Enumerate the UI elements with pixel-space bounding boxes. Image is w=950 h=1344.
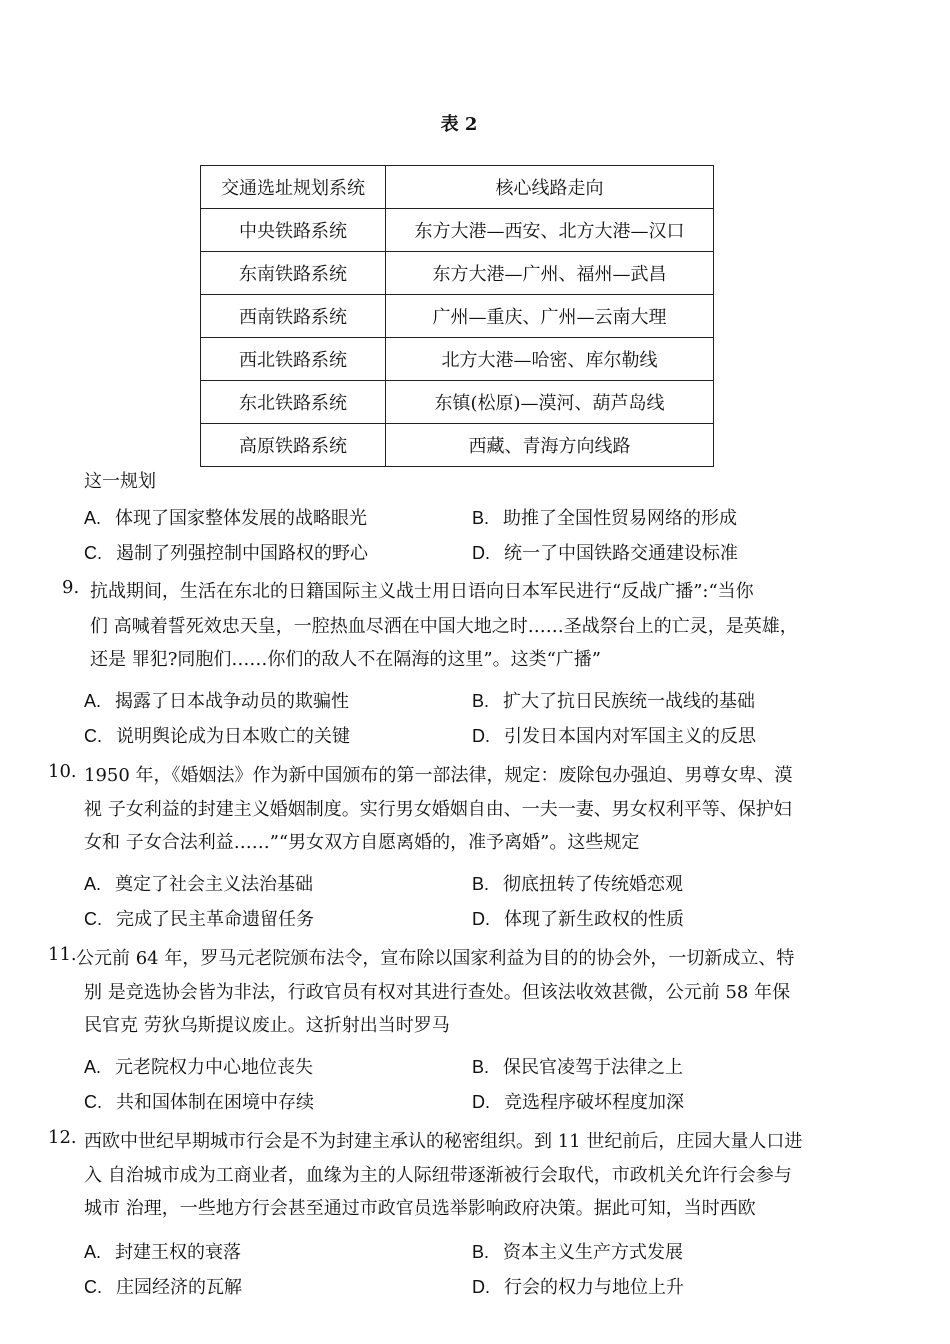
q10-option-d[interactable]: D. 体现了新生政权的性质 bbox=[472, 909, 684, 930]
table-header-row bbox=[201, 166, 714, 209]
q9-number: 9. bbox=[62, 577, 80, 598]
q10-option-c[interactable]: C. 完成了民主革命遗留任务 bbox=[84, 909, 314, 930]
table-cell: 东北铁路系统 bbox=[201, 381, 386, 424]
table-cell: 西南铁路系统 bbox=[201, 295, 386, 338]
q10-option-a[interactable]: A. 奠定了社会主义法治基础 bbox=[84, 874, 314, 895]
table-title: 表 2 bbox=[440, 114, 478, 135]
table-cell: 广州—重庆、广州—云南大理 bbox=[386, 295, 714, 338]
q11-number: 11. bbox=[48, 944, 77, 965]
table-cell: 中央铁路系统 bbox=[201, 209, 386, 252]
q8-option-b[interactable]: B. 助推了全国性贸易网络的形成 bbox=[472, 508, 738, 529]
table-row bbox=[201, 381, 714, 424]
table-row bbox=[201, 338, 714, 381]
railway-plan-table bbox=[200, 165, 714, 467]
q8-option-c[interactable]: C. 遏制了列强控制中国路权的野心 bbox=[84, 543, 368, 564]
q10-option-b[interactable]: B. 彻底扭转了传统婚恋观 bbox=[472, 874, 684, 895]
q12-stem-line: 西欧中世纪早期城市行会是不为封建主承认的秘密组织。到 11 世纪前后，庄园大量人口进 bbox=[84, 1131, 803, 1152]
table-row bbox=[201, 252, 714, 295]
table-cell: 高原铁路系统 bbox=[201, 424, 386, 467]
q9-option-b[interactable]: B. 扩大了抗日民族统一战线的基础 bbox=[472, 691, 756, 712]
q10-stem-line: 1950 年，《婚姻法》作为新中国颁布的第一部法律，规定：废除包办强迫、男尊女卑、漠 bbox=[84, 765, 793, 786]
table-cell: 东南铁路系统 bbox=[201, 252, 386, 295]
table-row bbox=[201, 295, 714, 338]
q9-option-a[interactable]: A. 揭露了日本战争动员的欺骗性 bbox=[84, 691, 350, 712]
q8-stem-tail: 这一规划 bbox=[84, 471, 156, 492]
q11-option-b[interactable]: B. 保民官凌驾于法律之上 bbox=[472, 1057, 684, 1078]
q11-option-a[interactable]: A. 元老院权力中心地位丧失 bbox=[84, 1057, 314, 1078]
q12-stem-line: 入 自治城市成为工商业者，血缘为主的人际纽带逐渐被行会取代，市政机关允许行会参与 bbox=[84, 1165, 792, 1186]
table-cell: 北方大港—哈密、库尔勒线 bbox=[386, 338, 714, 381]
q10-number: 10. bbox=[48, 761, 77, 782]
q11-stem-line: 民官克 劳狄乌斯提议废止。这折射出当时罗马 bbox=[84, 1015, 450, 1036]
q12-option-b[interactable]: B. 资本主义生产方式发展 bbox=[472, 1242, 684, 1263]
table-cell: 西北铁路系统 bbox=[201, 338, 386, 381]
q12-option-c[interactable]: C. 庄园经济的瓦解 bbox=[84, 1277, 242, 1298]
q12-number: 12. bbox=[48, 1127, 77, 1148]
table-header: 核心线路走向 bbox=[386, 166, 714, 209]
q9-stem-line: 抗战期间，生活在东北的日籍国际主义战士用日语向日本军民进行“反战广播”:“当你 bbox=[90, 581, 754, 602]
q9-option-c[interactable]: C. 说明舆论成为日本败亡的关键 bbox=[84, 726, 350, 747]
q12-option-a[interactable]: A. 封建王权的衰落 bbox=[84, 1242, 242, 1263]
q9-option-d[interactable]: D. 引发日本国内对军国主义的反思 bbox=[472, 726, 756, 747]
q8-option-d[interactable]: D. 统一了中国铁路交通建设标准 bbox=[472, 543, 738, 564]
q12-stem-line: 城市 治理，一些地方行会甚至通过市政官员选举影响政府决策。据此可知，当时西欧 bbox=[84, 1198, 756, 1219]
table-row bbox=[201, 424, 714, 467]
q12-option-d[interactable]: D. 行会的权力与地位上升 bbox=[472, 1277, 684, 1298]
table-header: 交通选址规划系统 bbox=[201, 166, 386, 209]
q11-stem-line: 别 是竞选协会皆为非法，行政官员有权对其进行查处。但该法收效甚微，公元前 58 年保 bbox=[84, 982, 791, 1003]
q11-option-d[interactable]: D. 竞选程序破坏程度加深 bbox=[472, 1092, 684, 1113]
q8-option-a[interactable]: A. 体现了国家整体发展的战略眼光 bbox=[84, 508, 368, 529]
table-cell: 东方大港—西安、北方大港—汉口 bbox=[386, 209, 714, 252]
q11-option-c[interactable]: C. 共和国体制在困境中存续 bbox=[84, 1092, 314, 1113]
q11-stem-line: 公元前 64 年，罗马元老院颁布法令，宣布除以国家利益为目的的协会外，一切新成立、特 bbox=[76, 948, 795, 969]
table-cell: 东方大港—广州、福州—武昌 bbox=[386, 252, 714, 295]
q10-stem-line: 视 子女利益的封建主义婚姻制度。实行男女婚姻自由、一夫一妻、男女权利平等、保护妇 bbox=[84, 799, 792, 820]
table-row bbox=[201, 209, 714, 252]
table-cell: 东镇(松原)—漠河、葫芦岛线 bbox=[386, 381, 714, 424]
q9-stem-line: 们 高喊着誓死效忠天皇，一腔热血尽洒在中国大地之时……圣战祭台上的亡灵，是英雄， bbox=[90, 616, 798, 637]
q9-stem-line: 还是 罪犯?同胞们……你们的敌人不在隔海的这里”。这类“广播” bbox=[90, 649, 601, 670]
table-cell: 西藏、青海方向线路 bbox=[386, 424, 714, 467]
q10-stem-line: 女和 子女合法利益……”“男女双方自愿离婚的，准予离婚”。这些规定 bbox=[84, 832, 640, 853]
